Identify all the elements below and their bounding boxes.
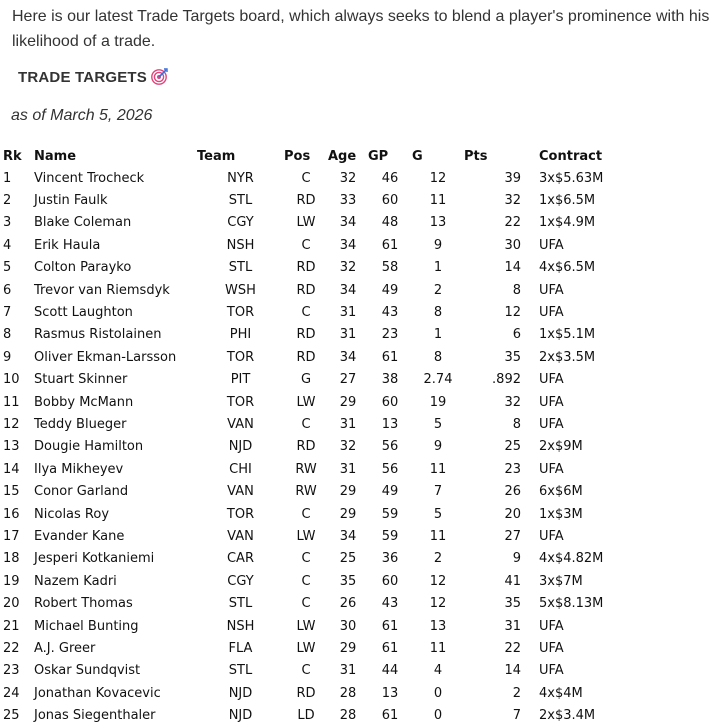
cell-rk: 4 [3,237,12,253]
table-row [1,458,639,480]
cell-age: 26 [339,596,357,612]
cell-pos: LW [296,528,316,544]
cell-age: 28 [339,708,357,724]
cell-age: 29 [339,394,357,410]
cell-pos: C [301,506,311,522]
cell-g: 9 [433,237,443,253]
cell-contract: 3x$5.63M [539,170,604,186]
cell-contract: 1x$5.1M [539,327,596,343]
table-row [1,301,639,323]
cell-pts: 22 [504,215,521,231]
cell-rk: 5 [3,260,12,276]
cell-age: 29 [339,506,357,522]
cell-name: Jesperi Kotkaniemi [34,551,155,567]
section-heading [18,68,168,89]
cell-contract: UFA [539,640,564,656]
cell-name: Justin Faulk [34,193,108,209]
header-g: G [412,148,423,164]
cell-gp: 59 [381,506,399,522]
cell-pos: G [300,372,312,388]
cell-name: Oskar Sundqvist [34,663,141,679]
cell-name: Jonas Siegenthaler [34,708,156,724]
cell-pos: C [301,596,311,612]
cell-g: 1 [433,327,443,343]
cell-name: Dougie Hamilton [34,439,144,455]
as-of-date: as of March 5, 2026 [11,107,153,124]
table-row [1,436,639,458]
cell-team: NYR [227,170,254,186]
cell-team: VAN [227,484,254,500]
cell-g: 2 [433,551,443,567]
cell-rk: 1 [3,170,12,186]
intro-paragraph: Here is our latest Trade Targets board, which always seeks to blend a player's prominence with his likelihood of a trade. [12,8,710,50]
cell-pts: 14 [504,663,521,679]
cell-contract: UFA [539,663,564,679]
cell-age: 32 [339,170,357,186]
cell-g: 12 [429,573,447,589]
cell-pos: RD [296,349,316,365]
header-team: Team [197,148,236,164]
trade-targets-table [1,145,639,727]
cell-contract: 6x$6M [539,484,583,500]
cell-pts: 14 [504,260,521,276]
cell-age: 29 [339,484,357,500]
cell-rk: 13 [3,439,20,455]
cell-g: 12 [429,596,447,612]
cell-contract: UFA [539,618,564,634]
cell-rk: 21 [3,618,20,634]
cell-pts: 30 [504,237,521,253]
header-pts: Pts [464,148,488,164]
table-row [1,570,639,592]
header-pos: Pos [284,148,311,164]
cell-pts: 35 [504,596,521,612]
cell-rk: 10 [3,372,20,388]
cell-gp: 56 [381,461,399,477]
cell-team: NJD [228,439,253,455]
cell-contract: 2x$3.5M [539,349,596,365]
cell-name: Ilya Mikheyev [34,461,124,477]
table-row [1,480,639,502]
cell-pos: RD [296,327,316,343]
target-icon [151,68,168,89]
table-row [1,279,639,301]
cell-rk: 9 [3,349,12,365]
table-row [1,592,639,614]
cell-pts: .892 [492,372,521,388]
cell-rk: 19 [3,573,20,589]
cell-pts: 26 [504,484,521,500]
cell-contract: 1x$3M [539,506,583,522]
table-row [1,682,639,704]
table-row [1,234,639,256]
table-row [1,346,639,368]
cell-pos: RW [295,484,317,500]
cell-pts: 39 [504,170,521,186]
header-contract: Contract [539,148,603,164]
cell-g: 5 [433,506,443,522]
cell-contract: 2x$3.4M [539,708,596,724]
cell-name: Nicolas Roy [34,506,110,522]
cell-g: 11 [429,640,447,656]
table-row [1,637,639,659]
header-age: Age [328,148,357,164]
cell-rk: 22 [3,640,20,656]
cell-age: 34 [339,282,357,298]
cell-age: 28 [339,685,357,701]
cell-contract: UFA [539,282,564,298]
cell-rk: 7 [3,305,12,321]
cell-name: Vincent Trocheck [34,170,145,186]
cell-team: PHI [229,327,252,343]
cell-pos: LW [296,215,316,231]
table-header-row [1,145,639,167]
cell-rk: 14 [3,461,20,477]
cell-name: Blake Coleman [34,215,132,231]
table-row [1,660,639,682]
header-gp: GP [368,148,389,164]
header-rk: Rk [3,148,22,164]
cell-pos: RD [296,260,316,276]
cell-g: 19 [429,394,447,410]
cell-contract: 2x$9M [539,439,583,455]
heading-text: TRADE TARGETS [18,69,147,86]
table-row [1,413,639,435]
cell-team: NSH [226,237,255,253]
cell-name: Evander Kane [34,528,125,544]
cell-rk: 11 [3,394,20,410]
cell-name: Rasmus Ristolainen [34,327,162,343]
cell-pos: LW [296,618,316,634]
cell-pts: 35 [504,349,521,365]
table-row [1,189,639,211]
cell-team: CAR [226,551,254,567]
cell-rk: 3 [3,215,12,231]
cell-gp: 60 [381,394,399,410]
cell-team: TOR [226,349,255,365]
cell-g: 9 [433,439,443,455]
cell-pts: 9 [512,551,521,567]
cell-gp: 43 [381,596,399,612]
cell-age: 33 [339,193,357,209]
cell-contract: 4x$4M [539,685,583,701]
cell-pos: C [301,416,311,432]
cell-g: 13 [429,618,447,634]
cell-team: CHI [229,461,252,477]
cell-gp: 46 [381,170,399,186]
cell-name: Oliver Ekman-Larsson [34,349,177,365]
cell-rk: 23 [3,663,20,679]
cell-name: Bobby McMann [34,394,134,410]
cell-name: Nazem Kadri [34,573,117,589]
cell-pts: 2 [512,685,521,701]
cell-gp: 49 [381,484,399,500]
cell-age: 34 [339,349,357,365]
cell-team: TOR [226,394,255,410]
cell-team: NJD [228,708,253,724]
cell-age: 35 [339,573,357,589]
cell-pos: LW [296,394,316,410]
cell-age: 31 [339,663,357,679]
cell-gp: 60 [381,193,399,209]
cell-rk: 18 [3,551,20,567]
cell-gp: 56 [381,439,399,455]
cell-gp: 38 [381,372,399,388]
cell-gp: 43 [381,305,399,321]
cell-team: STL [228,260,253,276]
cell-gp: 13 [381,685,399,701]
cell-team: STL [228,663,253,679]
cell-contract: UFA [539,416,564,432]
cell-age: 34 [339,215,357,231]
cell-g: 2.74 [423,372,453,388]
cell-rk: 20 [3,596,20,612]
table-row [1,704,639,726]
cell-pts: 31 [504,618,521,634]
cell-rk: 12 [3,416,20,432]
cell-rk: 16 [3,506,20,522]
cell-contract: 1x$4.9M [539,215,596,231]
cell-name: Robert Thomas [34,596,133,612]
cell-contract: UFA [539,237,564,253]
cell-g: 1 [433,260,443,276]
cell-g: 0 [433,708,443,724]
cell-contract: UFA [539,528,564,544]
cell-name: Michael Bunting [34,618,139,634]
table-row [1,391,639,413]
cell-gp: 59 [381,528,399,544]
cell-age: 32 [339,260,357,276]
cell-gp: 60 [381,573,399,589]
cell-age: 31 [339,461,357,477]
cell-g: 5 [433,416,443,432]
cell-gp: 61 [381,708,399,724]
table-row [1,503,639,525]
cell-name: Stuart Skinner [34,372,128,388]
cell-pos: C [301,663,311,679]
cell-pts: 6 [512,327,521,343]
cell-team: VAN [227,416,254,432]
cell-name: Trevor van Riemsdyk [34,282,170,298]
cell-rk: 6 [3,282,12,298]
cell-gp: 61 [381,618,399,634]
cell-pos: RD [296,282,316,298]
table-row [1,257,639,279]
cell-contract: UFA [539,372,564,388]
cell-team: WSH [225,282,256,298]
cell-pos: RD [296,685,316,701]
cell-gp: 13 [381,416,399,432]
cell-team: STL [228,596,253,612]
cell-gp: 44 [381,663,399,679]
cell-age: 25 [339,551,357,567]
table-row [1,615,639,637]
cell-pos: LD [297,708,315,724]
cell-gp: 58 [381,260,399,276]
cell-age: 32 [339,439,357,455]
cell-age: 31 [339,327,357,343]
cell-contract: UFA [539,305,564,321]
cell-g: 11 [429,528,447,544]
table-row [1,167,639,189]
cell-gp: 61 [381,349,399,365]
cell-g: 4 [433,663,443,679]
cell-age: 34 [339,528,357,544]
cell-rk: 15 [3,484,20,500]
cell-team: NSH [226,618,255,634]
cell-g: 2 [433,282,443,298]
cell-gp: 61 [381,237,399,253]
cell-team: PIT [230,372,251,388]
cell-gp: 48 [381,215,399,231]
cell-rk: 2 [3,193,12,209]
cell-pos: C [301,237,311,253]
cell-pts: 7 [512,708,521,724]
cell-pts: 8 [512,282,521,298]
cell-age: 29 [339,640,357,656]
cell-name: Teddy Blueger [34,416,127,432]
cell-pts: 22 [504,640,521,656]
cell-g: 8 [433,305,443,321]
cell-rk: 8 [3,327,12,343]
cell-age: 34 [339,237,357,253]
cell-pts: 12 [504,305,521,321]
cell-pts: 32 [504,193,521,209]
cell-contract: UFA [539,394,564,410]
cell-team: STL [228,193,253,209]
cell-g: 0 [433,685,443,701]
cell-pos: LW [296,640,316,656]
cell-contract: 5x$8.13M [539,596,604,612]
cell-pts: 8 [512,416,521,432]
cell-g: 11 [429,461,447,477]
cell-pos: RD [296,439,316,455]
cell-team: TOR [226,506,255,522]
cell-pos: C [301,170,311,186]
cell-gp: 36 [381,551,399,567]
cell-team: FLA [228,640,253,656]
table-row [1,548,639,570]
cell-name: Scott Laughton [34,305,133,321]
cell-rk: 25 [3,708,20,724]
cell-pos: C [301,305,311,321]
cell-g: 11 [429,193,447,209]
cell-age: 27 [339,372,357,388]
cell-name: Conor Garland [34,484,129,500]
cell-team: NJD [228,685,253,701]
cell-gp: 61 [381,640,399,656]
header-name: Name [34,148,77,164]
cell-pos: RD [296,193,316,209]
cell-contract: 4x$6.5M [539,260,596,276]
cell-g: 13 [429,215,447,231]
cell-pos: C [301,573,311,589]
cell-name: Colton Parayko [34,260,132,276]
cell-gp: 23 [381,327,399,343]
cell-age: 31 [339,305,357,321]
cell-team: VAN [227,528,254,544]
cell-rk: 24 [3,685,20,701]
cell-g: 8 [433,349,443,365]
cell-pts: 41 [504,573,521,589]
cell-name: A.J. Greer [34,640,96,656]
cell-team: CGY [227,215,254,231]
cell-contract: 1x$6.5M [539,193,596,209]
cell-gp: 49 [381,282,399,298]
cell-team: CGY [227,573,254,589]
cell-contract: UFA [539,461,564,477]
cell-pts: 20 [504,506,521,522]
cell-pos: RW [295,461,317,477]
cell-pos: C [301,551,311,567]
cell-pts: 23 [504,461,521,477]
table-row [1,369,639,391]
cell-name: Jonathan Kovacevic [34,685,161,701]
table-row [1,324,639,346]
cell-rk: 17 [3,528,20,544]
cell-pts: 25 [504,439,521,455]
cell-pts: 32 [504,394,521,410]
table-row [1,525,639,547]
cell-age: 31 [339,416,357,432]
cell-g: 7 [433,484,443,500]
table-row [1,212,639,234]
cell-g: 12 [429,170,447,186]
cell-age: 30 [339,618,357,634]
cell-contract: 3x$7M [539,573,583,589]
cell-team: TOR [226,305,255,321]
cell-name: Erik Haula [34,237,101,253]
cell-contract: 4x$4.82M [539,551,604,567]
cell-pts: 27 [504,528,521,544]
